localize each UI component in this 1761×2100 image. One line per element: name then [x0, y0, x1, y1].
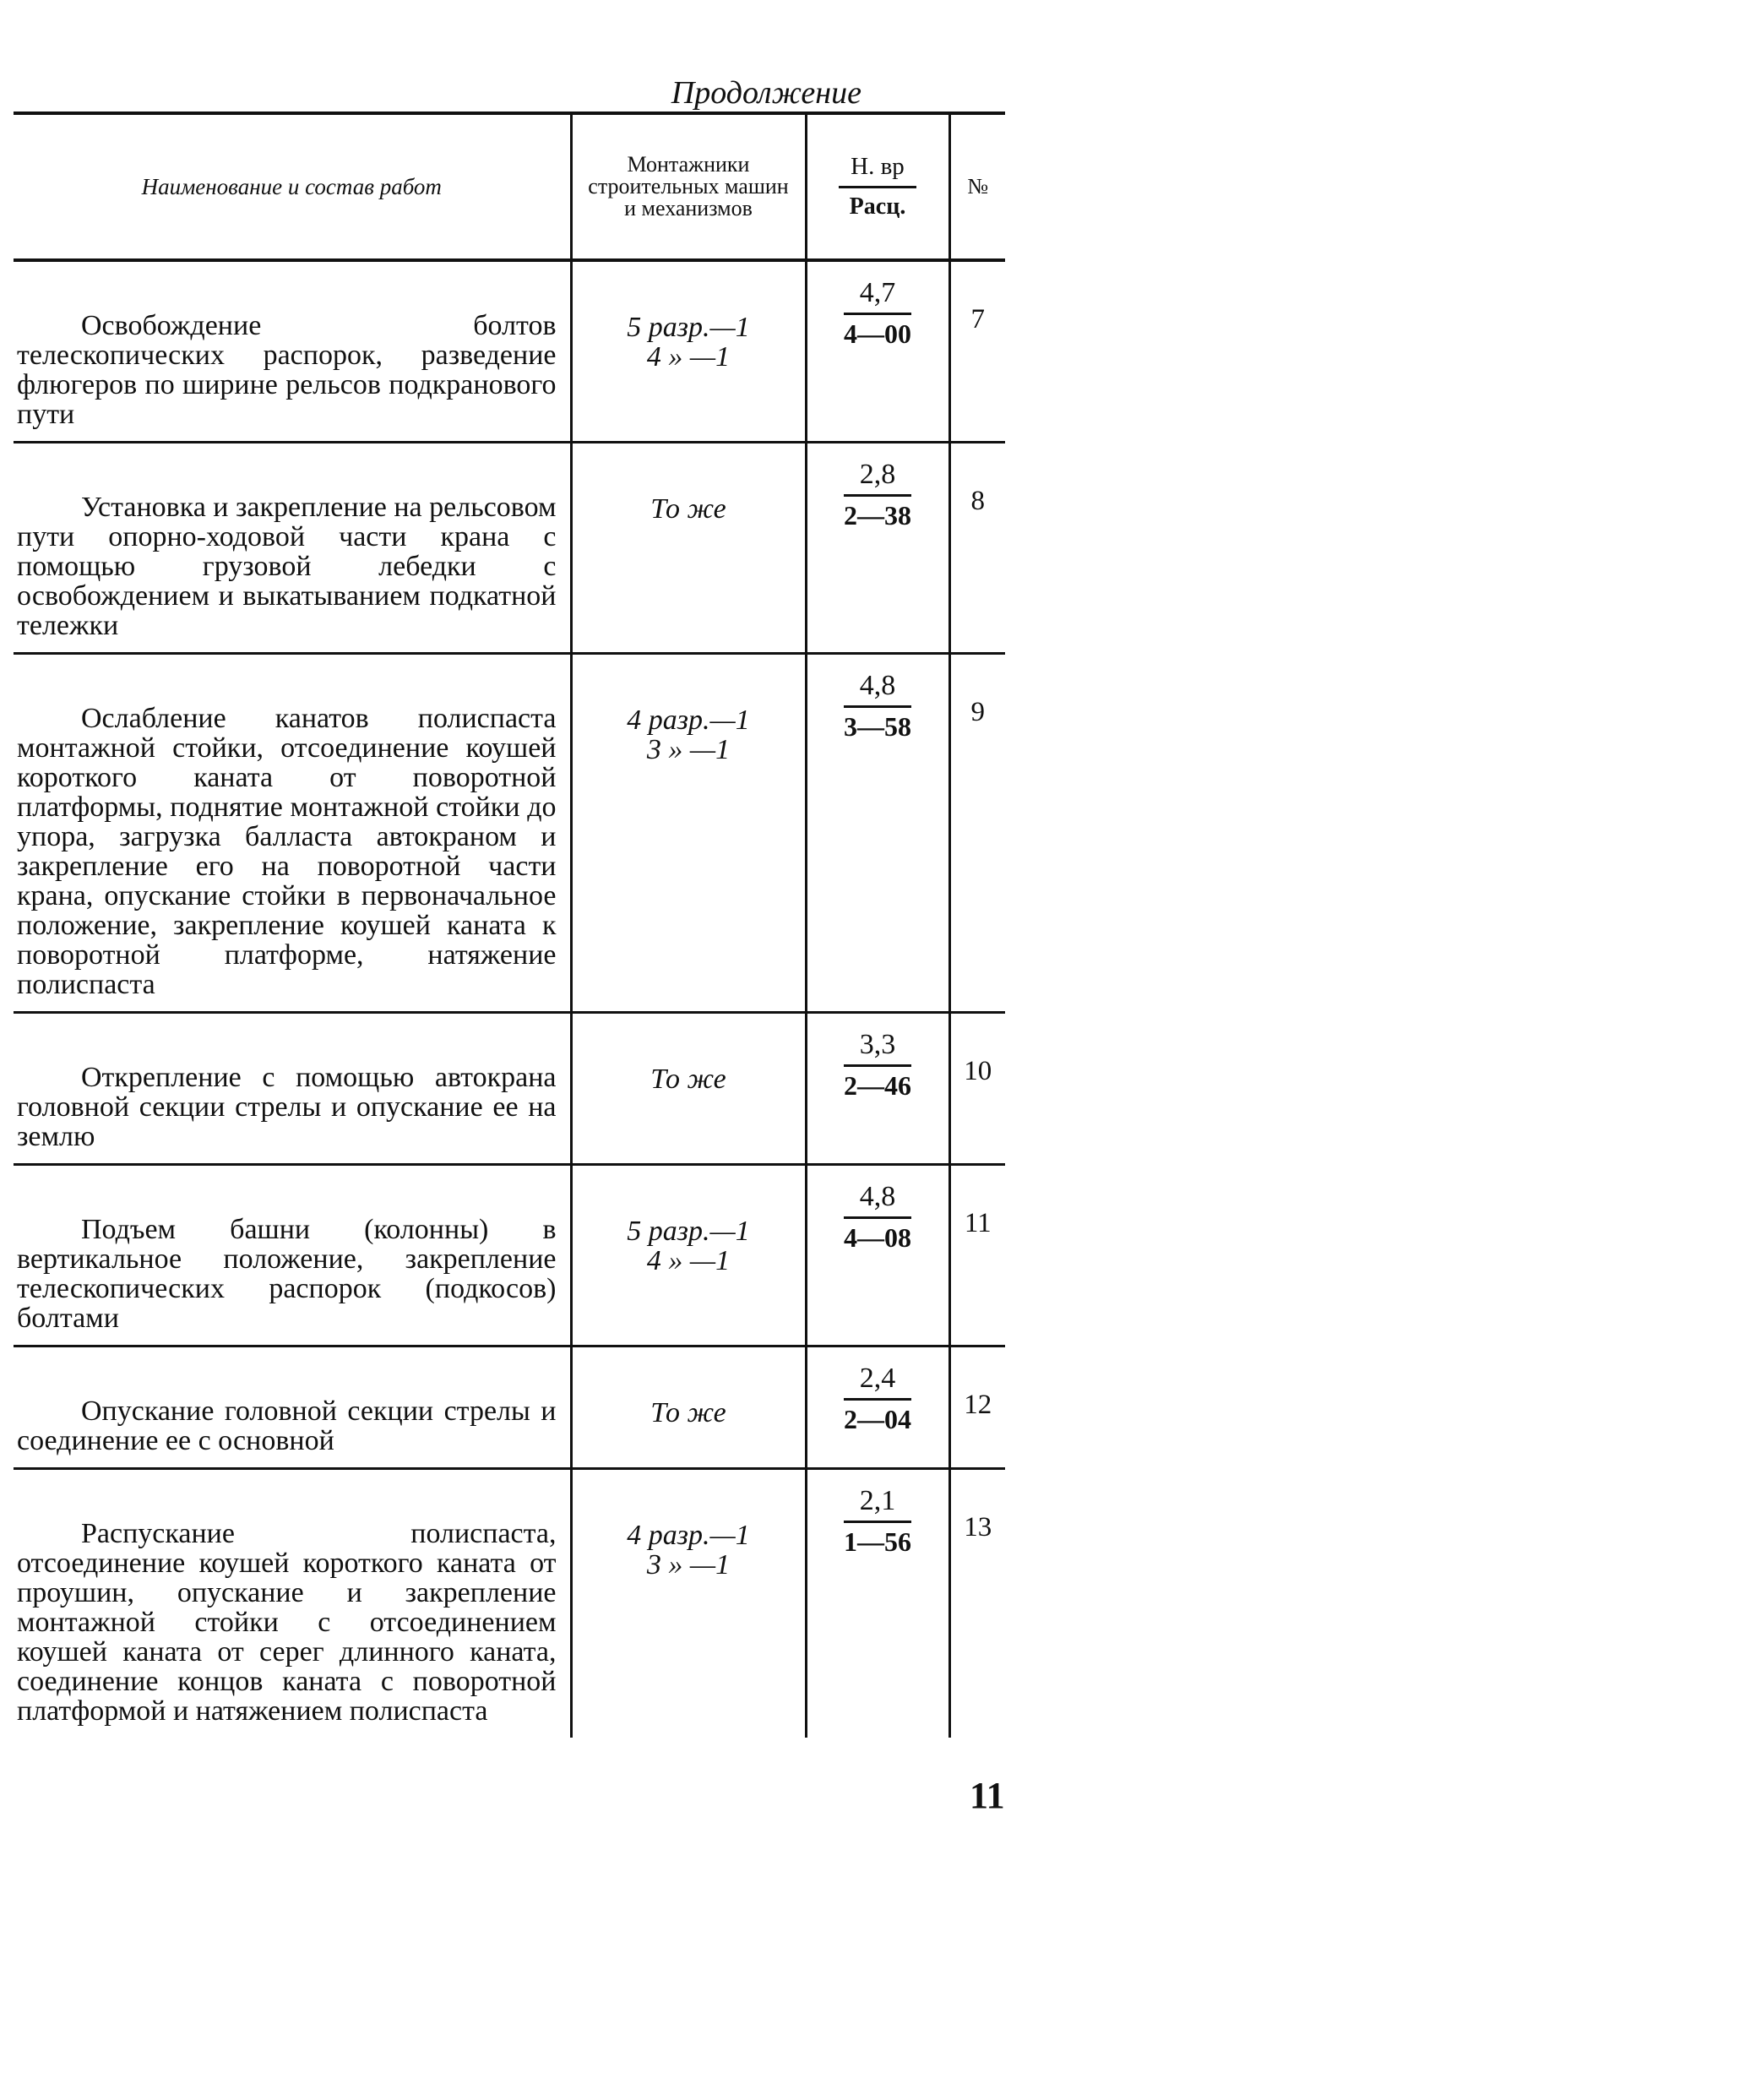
page-number: 11	[970, 1775, 1005, 1816]
work-description-cell	[14, 1013, 571, 1165]
norm-fraction	[844, 1485, 911, 1558]
work-norms-table	[14, 112, 1005, 1738]
worker-line: То же	[650, 1064, 726, 1095]
time-norm: 4,8	[844, 1181, 911, 1219]
row-number: 8	[949, 443, 1005, 654]
workers-cell	[571, 443, 806, 654]
rate: 2—46	[844, 1070, 911, 1101]
work-description: Распускание полиспаста, отсоединение коушей короткого каната от проушин, опускание и закрепление монтажной стойки с отсоединением коушей каната от серег длинного каната, соединение концов каната с поворотной платформой и натяжением полиспаста	[17, 1518, 557, 1727]
norm-fraction	[844, 1029, 911, 1102]
norm-cell	[806, 1347, 949, 1469]
norm-fraction	[844, 670, 911, 743]
continuation-label: Продолжение	[671, 75, 861, 111]
work-description-cell	[14, 1347, 571, 1469]
table-body	[14, 260, 1005, 1738]
header-norm	[806, 113, 949, 260]
table-header	[14, 113, 1005, 260]
time-norm: 2,8	[844, 459, 911, 497]
workers-cell	[571, 1347, 806, 1469]
work-description-cell	[14, 1469, 571, 1738]
worker-line: 4 » —1	[646, 341, 731, 373]
table-row	[14, 1165, 1005, 1347]
work-description-cell	[14, 654, 571, 1013]
work-description: Опускание головной секции стрелы и соединение ее с основной	[17, 1395, 557, 1456]
table-row	[14, 654, 1005, 1013]
worker-line: 3 » —1	[646, 734, 731, 765]
rate: 2—38	[844, 500, 911, 530]
table-row	[14, 1469, 1005, 1738]
worker-line: 3 » —1	[646, 1549, 731, 1580]
norm-fraction	[844, 459, 911, 531]
norm-cell	[806, 1469, 949, 1738]
norm-cell	[806, 1013, 949, 1165]
time-norm: 4,7	[844, 277, 911, 315]
worker-line: 4 разр.—1	[627, 705, 750, 736]
work-description: Ослабление канатов полиспаста монтажной стойки, отсоединение коушей короткого каната от поворотной платформы, поднятие монтажной стойки до упора, загрузка балласта автокраном и закрепление его на поворотной части крана, опускание стойки в первоначальное положение, закрепление коушей каната к поворотной платформе, натяжение полиспаста	[17, 703, 557, 1000]
row-number: 12	[949, 1347, 1005, 1469]
workers-cell	[571, 1013, 806, 1165]
header-norm-top: Н. вр	[839, 153, 916, 188]
worker-line: 5 разр.—1	[627, 312, 750, 343]
rate: 3—58	[844, 711, 911, 742]
row-number: 9	[949, 654, 1005, 1013]
header-number: №	[949, 113, 1005, 260]
row-number: 7	[949, 260, 1005, 443]
norm-fraction	[844, 1181, 911, 1254]
row-number: 11	[949, 1165, 1005, 1347]
time-norm: 2,4	[844, 1363, 911, 1401]
work-description-cell	[14, 260, 571, 443]
work-description: Открепление с помощью автокрана головной секции стрелы и опускание ее на землю	[17, 1062, 557, 1152]
work-description-cell	[14, 443, 571, 654]
norm-cell	[806, 443, 949, 654]
time-norm: 2,1	[844, 1485, 911, 1523]
header-name: Наименование и состав работ	[141, 173, 442, 199]
workers-cell	[571, 1165, 806, 1347]
header-workers: Монтажники строительных машин и механизмов	[571, 113, 806, 260]
norm-cell	[806, 1165, 949, 1347]
rate: 4—00	[844, 318, 911, 349]
table-row	[14, 1013, 1005, 1165]
header-norm-bottom: Расц.	[849, 193, 906, 220]
norm-fraction	[844, 1363, 911, 1435]
row-number: 10	[949, 1013, 1005, 1165]
worker-line: 5 разр.—1	[627, 1216, 750, 1247]
rate: 4—08	[844, 1222, 911, 1253]
workers-cell	[571, 1469, 806, 1738]
worker-line: То же	[650, 493, 726, 525]
work-description: Установка и закрепление на рельсовом пути опорно-ходовой части крана с помощью грузовой лебедки с освобождением и выкатыванием подкатной тележки	[17, 492, 557, 641]
norm-fraction	[844, 277, 911, 350]
norm-cell	[806, 260, 949, 443]
time-norm: 4,8	[844, 670, 911, 708]
workers-cell	[571, 654, 806, 1013]
work-description: Подъем башни (колонны) в вертикальное положение, закрепление телескопических распорок (подкосов) болтами	[17, 1214, 557, 1334]
worker-line: 4 » —1	[646, 1245, 731, 1276]
work-description: Освобождение болтов телескопических распорок, разведение флюгеров по ширине рельсов подкранового пути	[17, 310, 557, 430]
work-description-cell	[14, 1165, 571, 1347]
table-row	[14, 1347, 1005, 1469]
worker-line: То же	[650, 1397, 726, 1428]
worker-line: 4 разр.—1	[627, 1520, 750, 1551]
workers-cell	[571, 260, 806, 443]
table-row	[14, 443, 1005, 654]
norm-cell	[806, 654, 949, 1013]
rate: 1—56	[844, 1526, 911, 1557]
row-number: 13	[949, 1469, 1005, 1738]
time-norm: 3,3	[844, 1029, 911, 1067]
table-row	[14, 260, 1005, 443]
rate: 2—04	[844, 1404, 911, 1434]
